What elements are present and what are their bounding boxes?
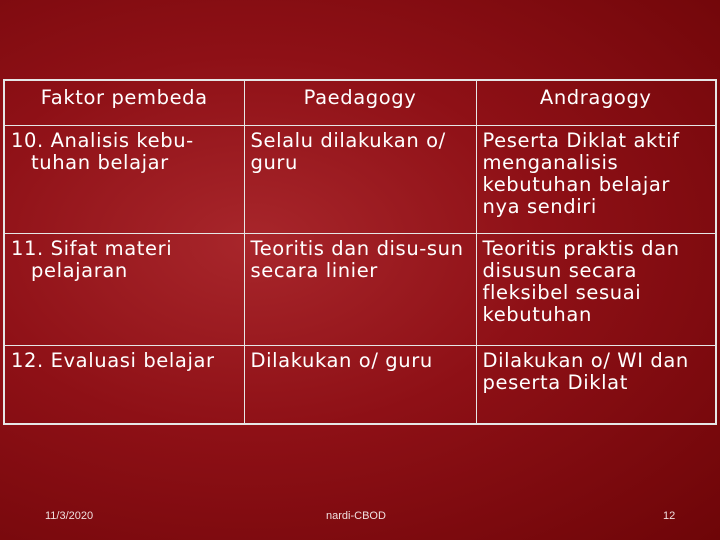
row-paedagogy-cell: Selalu dilakukan o/ guru bbox=[244, 126, 476, 234]
table-row bbox=[4, 126, 716, 234]
row-paedagogy-cell: Dilakukan o/ guru bbox=[244, 346, 476, 425]
row-andragogy-cell: Peserta Diklat aktif menganalisis kebutuhan belajar nya sendiri bbox=[476, 126, 716, 234]
table-header-row bbox=[4, 80, 716, 126]
footer-author: nardi-CBOD bbox=[326, 510, 386, 522]
row-andragogy-cell: Teoritis praktis dan disusun secara fleksibel sesuai kebutuhan bbox=[476, 234, 716, 346]
row-andragogy-cell: Dilakukan o/ WI dan peserta Diklat bbox=[476, 346, 716, 425]
table-row bbox=[4, 346, 716, 425]
footer-date: 11/3/2020 bbox=[45, 510, 94, 522]
header-faktor-pembeda: Faktor pembeda bbox=[4, 80, 244, 126]
page-number: 12 bbox=[663, 510, 676, 522]
comparison-table bbox=[3, 79, 717, 425]
row-factor-cell: 11. Sifat materi pelajaran bbox=[4, 234, 244, 346]
header-andragogy: Andragogy bbox=[476, 80, 716, 126]
row-factor-cell: 12. Evaluasi belajar bbox=[4, 346, 244, 425]
table-row bbox=[4, 234, 716, 346]
header-paedagogy: Paedagogy bbox=[244, 80, 476, 126]
row-factor-cell: 10. Analisis kebu-tuhan belajar bbox=[4, 126, 244, 234]
row-paedagogy-cell: Teoritis dan disu-sun secara linier bbox=[244, 234, 476, 346]
